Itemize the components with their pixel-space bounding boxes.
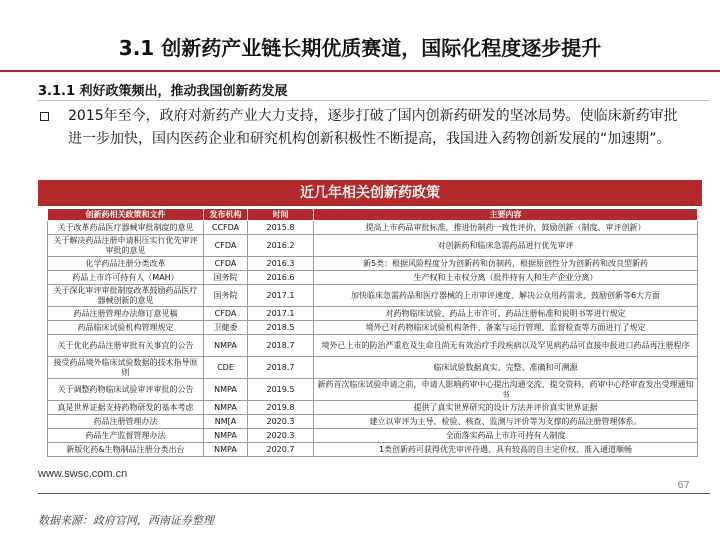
table-row [48, 271, 698, 285]
cell-document: 关于优化药品注册审批有关事宜的公告 [48, 335, 204, 357]
bullet-box-icon [40, 112, 49, 121]
table-row [48, 429, 698, 443]
cell-date: 2016.2 [248, 235, 314, 257]
cell-agency: NMPA [204, 335, 248, 357]
cell-content: 临床试验数据真实、完整、准确和可溯源 [314, 357, 698, 379]
cell-document: 关于解决药品注册申请积压实行优先审评审批的意见 [48, 235, 204, 257]
cell-agency: CCFDA [204, 221, 248, 235]
cell-date: 2020.3 [248, 429, 314, 443]
cell-agency: NMPA [204, 379, 248, 401]
cell-document: 药品生产监督管理办法 [48, 429, 204, 443]
cell-agency: 国务院 [204, 285, 248, 307]
cell-document: 接受药品境外临床试验数据的技术指导原则 [48, 357, 204, 379]
subheading-divider [38, 100, 710, 101]
cell-date: 2018.5 [248, 321, 314, 335]
cell-agency: CFDA [204, 257, 248, 271]
cell-content: 生产权和上市权分离（批件持有人和生产企业分离） [314, 271, 698, 285]
cell-content: 境外已上市的防治严重危及生命且尚无有效治疗手段疾病以及罕见病药品可直接申报进口药品再注册程序 [314, 335, 698, 357]
table-row [48, 235, 698, 257]
cell-content: 1类创新药可获得优先审评待遇、具有较高的自主定价权、准入通道顺畅 [314, 443, 698, 457]
cell-date: 2020.7 [248, 443, 314, 457]
cell-agency: CDE [204, 357, 248, 379]
intro-paragraph: 2015年至今，政府对新药产业大力支持，逐步打破了国内创新药研发的坚冰局势。使临床新药审批进一步加快，国内医药企业和研究机构创新积极性不断提高，我国进入药物创新发展的“加速期”。 [68, 108, 678, 147]
cell-date: 2019.5 [248, 379, 314, 401]
cell-date: 2018.7 [248, 357, 314, 379]
cell-date: 2020.3 [248, 415, 314, 429]
table-row [48, 401, 698, 415]
table-row [48, 357, 698, 379]
section-subheading: 3.1.1 利好政策频出，推动我国创新药发展 [38, 84, 288, 99]
column-header-agency: 发布机构 [204, 209, 248, 221]
cell-date: 2017.1 [248, 307, 314, 321]
policy-table [47, 208, 698, 457]
cell-content: 境外已对药物临床试验机构条件、备案与运行管理、监督检查等方面进行了规定 [314, 321, 698, 335]
cell-content: 全面落实药品上市许可持有人制度 [314, 429, 698, 443]
cell-agency: CFDA [204, 307, 248, 321]
cell-agency: 国务院 [204, 271, 248, 285]
table-row [48, 285, 698, 307]
cell-agency: NM[A [204, 415, 248, 429]
cell-date: 2016.3 [248, 257, 314, 271]
cell-date: 2019.8 [248, 401, 314, 415]
cell-content: 新药首次临床试验申请之前，申请人影响药审中心提出沟通交流、提交资料，药审中心经审查发出受理通知书 [314, 379, 698, 401]
cell-date: 2018.7 [248, 335, 314, 357]
cell-document: 关于改革药品医疗器械审批制度的意见 [48, 221, 204, 235]
column-header-document: 创新药相关政策和文件 [48, 209, 204, 221]
page-number: 67 [677, 480, 690, 491]
cell-content: 对创新药和临床急需药品进行优先审评 [314, 235, 698, 257]
cell-agency: CFDA [204, 235, 248, 257]
table-row [48, 221, 698, 235]
cell-agency: NMPA [204, 429, 248, 443]
cell-document: 药品上市许可持有人（MAH） [48, 271, 204, 285]
table-banner: 近几年相关创新药政策 [38, 180, 702, 206]
cell-date: 2017.1 [248, 285, 314, 307]
column-header-content: 主要内容 [314, 209, 698, 221]
cell-agency: NMPA [204, 401, 248, 415]
table-header-row [48, 209, 698, 221]
table-row [48, 257, 698, 271]
website-url: www.swsc.com.cn [38, 468, 128, 480]
cell-content: 建立以审评为主导，检验、核查、监测与评价等为支撑的药品注册管理体系。 [314, 415, 698, 429]
cell-content: 加快临床急需药品和医疗器械的上市审评速度、解决公众用药需求、鼓励创新等6大方面 [314, 285, 698, 307]
cell-document: 新版化药&生物制品注册分类出台 [48, 443, 204, 457]
table-row [48, 307, 698, 321]
cell-content: 新5类：根据风险程度分为创新药和仿制药，根据原创性分为创新药和改良型新药 [314, 257, 698, 271]
cell-date: 2016.6 [248, 271, 314, 285]
footer-divider [38, 493, 710, 494]
cell-agency: 卫健委 [204, 321, 248, 335]
cell-document: 化学药品注册分类改革 [48, 257, 204, 271]
slide-title: 3.1 创新药产业链长期优质赛道，国际化程度逐步提升 [118, 36, 602, 60]
table-row [48, 335, 698, 357]
cell-agency: NMPA [204, 443, 248, 457]
table-row [48, 415, 698, 429]
cell-document: 关于深化审评审批制度改革鼓励药品医疗器械创新的意见 [48, 285, 204, 307]
table-row [48, 443, 698, 457]
cell-content: 对药物临床试验、药品上市许可、药品注册标准和说明书等进行规定 [314, 307, 698, 321]
title-divider [0, 70, 720, 72]
cell-document: 药品注册管理办法 [48, 415, 204, 429]
column-header-date: 时间 [248, 209, 314, 221]
cell-document: 药品注册管理办法修订意见稿 [48, 307, 204, 321]
table-row [48, 379, 698, 401]
table-row [48, 321, 698, 335]
cell-date: 2015.8 [248, 221, 314, 235]
cell-document: 真是世界证据支持药物研发的基本考虑 [48, 401, 204, 415]
cell-document: 关于调整药物临床试验审评审批的公告 [48, 379, 204, 401]
cell-content: 提高上市药品审批标准，推进仿制药一致性评价，鼓励创新（制度、审评创新） [314, 221, 698, 235]
data-source-note: 数据来源：政府官网，西南证券整理 [38, 514, 214, 527]
cell-document: 药品临床试验机构管理规定 [48, 321, 204, 335]
cell-content: 提供了真实世界研究的设计方法并评价真实世界证据 [314, 401, 698, 415]
